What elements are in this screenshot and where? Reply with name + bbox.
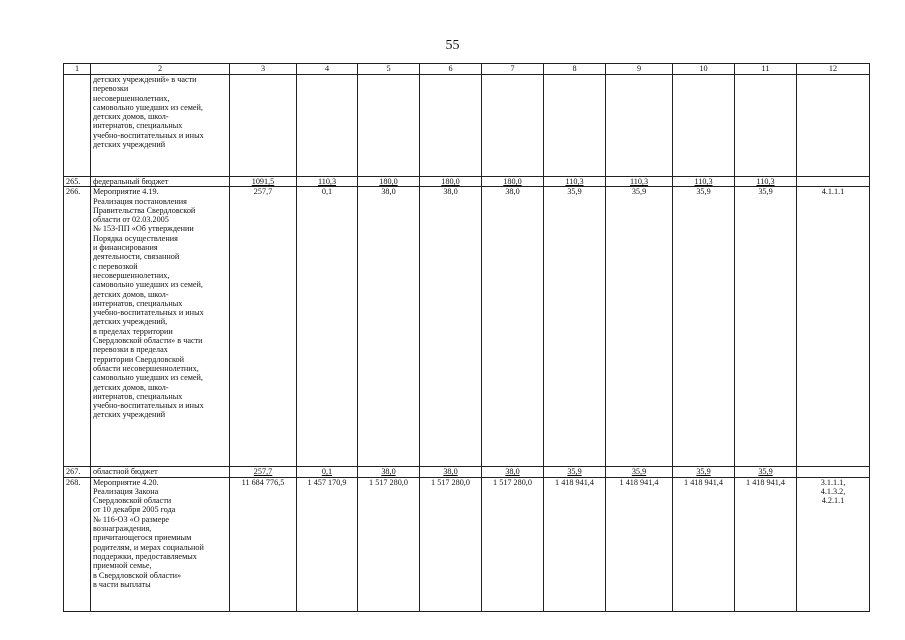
row-description: Мероприятие 4.20. Реализация Закона Свердловской области от 10 декабря 2005 года № 116-ОЗ «О размере вознаграждения, причитающегося приемным родителям, и мерах социальной поддержки, предоставляемых приемной семье, в Свердловской области» в части выплаты [91, 477, 230, 611]
value-cell: 110,3 [297, 177, 358, 187]
value-cell: 38,0 [420, 187, 482, 467]
value-cell: 35,9 [673, 467, 735, 477]
column-header: 9 [606, 64, 673, 75]
value-cell: 35,9 [544, 467, 606, 477]
row-index: 265. [64, 177, 91, 187]
row-index [64, 75, 91, 177]
value-cell: 1091,5 [230, 177, 297, 187]
target-code-cell [797, 467, 870, 477]
table-row [64, 75, 870, 177]
value-cell: 1 418 941,4 [673, 477, 735, 611]
value-cell: 35,9 [544, 187, 606, 467]
value-cell: 257,7 [230, 467, 297, 477]
row-description: детских учреждений» в части перевозки несовершеннолетних, самовольно ушедших из семей, детских домов, школ- интернатов, специальных учебно-воспитательных и иных детских учреждений [91, 75, 230, 177]
value-cell: 1 418 941,4 [544, 477, 606, 611]
column-header: 2 [91, 64, 230, 75]
value-cell: 1 418 941,4 [735, 477, 797, 611]
value-cell: 38,0 [482, 467, 544, 477]
value-cell [606, 75, 673, 177]
value-cell: 0,1 [297, 187, 358, 467]
value-cell [230, 75, 297, 177]
value-cell: 110,3 [735, 177, 797, 187]
table-row [64, 187, 870, 467]
value-cell: 35,9 [606, 467, 673, 477]
value-cell: 110,3 [673, 177, 735, 187]
value-cell: 257,7 [230, 187, 297, 467]
column-header: 10 [673, 64, 735, 75]
target-code-cell: 4.1.1.1 [797, 187, 870, 467]
value-cell [482, 75, 544, 177]
table-row [64, 467, 870, 477]
value-cell: 1 517 280,0 [482, 477, 544, 611]
value-cell: 180,0 [420, 177, 482, 187]
column-header: 5 [358, 64, 420, 75]
row-description: Мероприятие 4.19. Реализация постановления Правительства Свердловской области от 02.03.2005 № 153-ПП «Об утверждении Порядка осуществления и финансирования деятельности, связанной с перевозкой несовершеннолетних, самовольно ушедших из семей, детских домов, школ- интернатов, специальных учебно-воспитательных и иных детских учреждений, в пределах территории Свердловской области» в части перевозки в пределах территории Свердловской области несовершеннолетних, самовольно ушедших из семей, детских домов, школ- интернатов, специальных учебно-воспитательных и иных детских учреждений [91, 187, 230, 467]
value-cell: 38,0 [358, 467, 420, 477]
value-cell: 35,9 [673, 187, 735, 467]
value-cell: 110,3 [544, 177, 606, 187]
value-cell: 11 684 776,5 [230, 477, 297, 611]
value-cell: 38,0 [482, 187, 544, 467]
row-index: 267. [64, 467, 91, 477]
value-cell: 0,1 [297, 467, 358, 477]
column-header: 3 [230, 64, 297, 75]
value-cell: 35,9 [735, 467, 797, 477]
value-cell: 35,9 [606, 187, 673, 467]
row-index: 266. [64, 187, 91, 467]
value-cell: 38,0 [420, 467, 482, 477]
value-cell [420, 75, 482, 177]
value-cell [358, 75, 420, 177]
table-row [64, 477, 870, 611]
value-cell [673, 75, 735, 177]
row-description: федеральный бюджет [91, 177, 230, 187]
value-cell: 1 517 280,0 [420, 477, 482, 611]
budget-table [63, 63, 870, 612]
column-header: 1 [64, 64, 91, 75]
target-code-cell: 3.1.1.1, 4.1.3.2, 4.2.1.1 [797, 477, 870, 611]
value-cell [735, 75, 797, 177]
column-header: 7 [482, 64, 544, 75]
column-header: 11 [735, 64, 797, 75]
value-cell: 38,0 [358, 187, 420, 467]
table-header-row [64, 64, 870, 75]
target-code-cell [797, 177, 870, 187]
column-header: 4 [297, 64, 358, 75]
page-number: 55 [445, 38, 460, 53]
column-header: 8 [544, 64, 606, 75]
value-cell: 110,3 [606, 177, 673, 187]
value-cell: 1 418 941,4 [606, 477, 673, 611]
column-header: 6 [420, 64, 482, 75]
value-cell: 180,0 [482, 177, 544, 187]
value-cell: 35,9 [735, 187, 797, 467]
column-header: 12 [797, 64, 870, 75]
row-index: 268. [64, 477, 91, 611]
target-code-cell [797, 75, 870, 177]
value-cell [544, 75, 606, 177]
table-row [64, 177, 870, 187]
row-description: областной бюджет [91, 467, 230, 477]
value-cell [297, 75, 358, 177]
value-cell: 1 517 280,0 [358, 477, 420, 611]
value-cell: 180,0 [358, 177, 420, 187]
value-cell: 1 457 170,9 [297, 477, 358, 611]
